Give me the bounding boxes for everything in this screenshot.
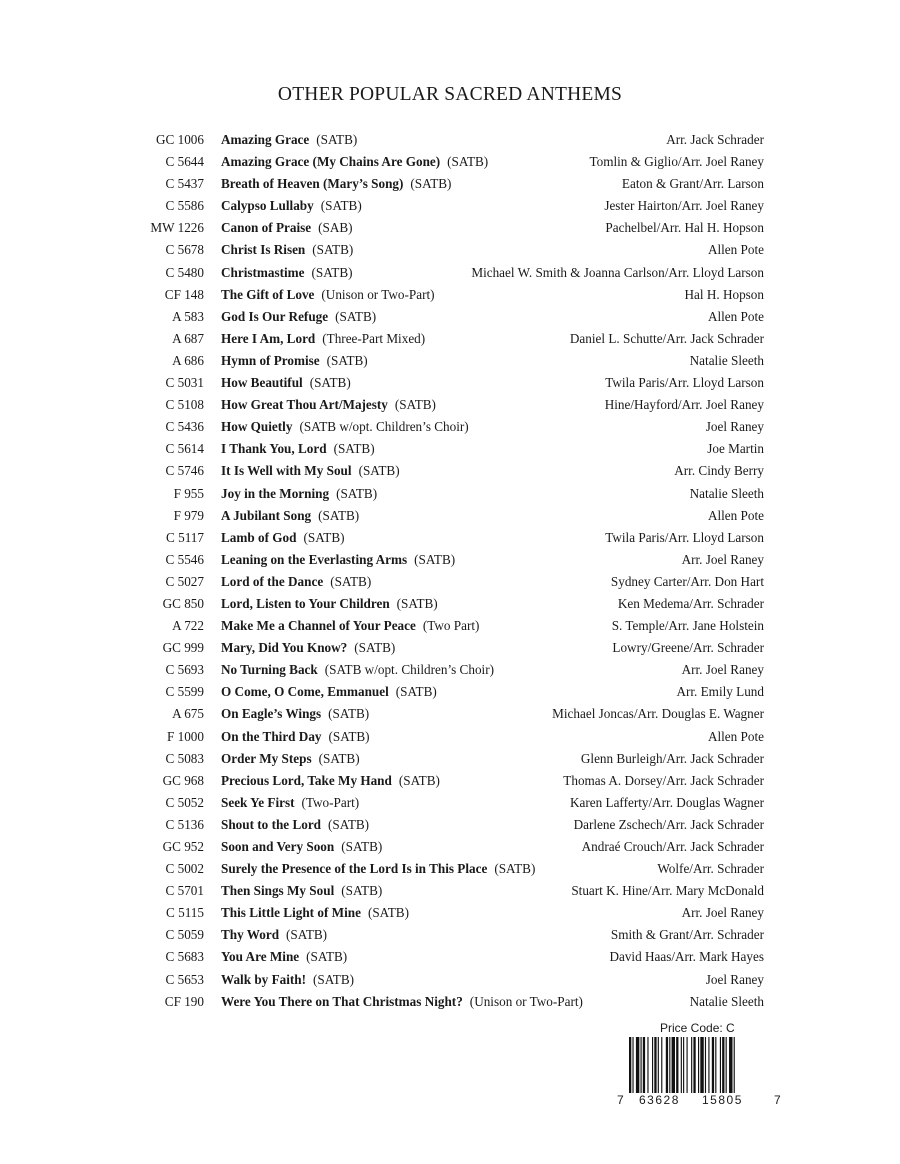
voicing: (SATB)	[306, 949, 348, 965]
anthem-entry	[221, 372, 351, 394]
composer-credit: Ken Medema/Arr. Schrader	[617, 595, 764, 611]
composer-credit: Allen Pote	[707, 507, 764, 523]
anthem-row	[0, 527, 900, 549]
barcode-trail-digit: 7	[774, 1093, 781, 1107]
anthem-row	[0, 792, 900, 814]
catalog-code: A 687	[172, 330, 204, 346]
anthem-title: Order My Steps	[221, 750, 312, 766]
barcode-bar	[700, 1037, 703, 1093]
anthem-title: God Is Our Refuge	[221, 308, 329, 324]
composer-credit: Twila Paris/Arr. Lloyd Larson	[605, 529, 764, 545]
barcode-bar	[654, 1037, 656, 1093]
voicing: (SATB)	[328, 706, 370, 722]
anthem-entry	[221, 505, 359, 527]
anthem-title: On the Third Day	[221, 728, 322, 744]
voicing: (SATB)	[318, 750, 360, 766]
barcode-bar	[712, 1037, 714, 1093]
anthem-title: It Is Well with My Soul	[221, 463, 352, 479]
anthem-entry	[221, 924, 327, 946]
composer-credit: Twila Paris/Arr. Lloyd Larson	[605, 375, 764, 391]
barcode-right-digits: 15805	[702, 1093, 743, 1107]
barcode-bar	[734, 1037, 735, 1093]
catalog-code: C 5027	[165, 573, 204, 589]
anthem-row	[0, 195, 900, 217]
anthem-entry	[221, 659, 494, 681]
anthem-entry	[221, 195, 362, 217]
composer-credit: Jester Hairton/Arr. Joel Raney	[604, 198, 764, 214]
barcode-bar	[629, 1037, 631, 1093]
anthem-row	[0, 129, 900, 151]
anthem-title: Lamb of God	[221, 529, 297, 545]
anthem-entry	[221, 726, 370, 748]
catalog-code: GC 1006	[156, 132, 204, 147]
anthem-title: Surely the Presence of the Lord Is in This Place	[221, 861, 488, 877]
catalog-code: C 5002	[165, 861, 204, 877]
barcode-bar	[722, 1037, 724, 1093]
voicing: (SATB)	[367, 905, 409, 921]
anthem-entry	[221, 681, 437, 703]
anthem-row	[0, 438, 900, 460]
voicing: (SATB)	[396, 595, 438, 611]
anthem-title: Then Sings My Soul	[221, 883, 335, 899]
voicing: (Three-Part Mixed)	[322, 330, 426, 346]
barcode-bar	[672, 1037, 675, 1093]
anthem-entry	[221, 902, 409, 924]
anthem-entry	[221, 262, 353, 284]
voicing: (SATB)	[330, 573, 372, 589]
catalog-code: A 675	[172, 706, 204, 722]
composer-credit: Daniel L. Schutte/Arr. Jack Schrader	[569, 330, 764, 346]
anthem-row	[0, 372, 900, 394]
anthem-entry	[221, 637, 395, 659]
anthem-row	[0, 748, 900, 770]
voicing: (SATB)	[328, 816, 370, 832]
anthem-title: Thy Word	[221, 927, 280, 943]
catalog-code: F 955	[173, 485, 204, 501]
anthem-title: On Eagle’s Wings	[221, 706, 322, 722]
anthem-title: Christ Is Risen	[221, 242, 306, 258]
anthem-entry	[221, 527, 345, 549]
barcode-bar	[720, 1037, 721, 1093]
catalog-code: C 5693	[165, 662, 204, 678]
catalog-code: GC 850	[162, 595, 204, 611]
anthem-row	[0, 991, 900, 1013]
voicing: (SATB)	[395, 684, 437, 700]
catalog-code: C 5586	[165, 198, 204, 214]
composer-credit: Smith & Grant/Arr. Schrader	[610, 927, 764, 943]
barcode-bar	[652, 1037, 653, 1093]
catalog-code: A 722	[172, 618, 204, 634]
anthem-row	[0, 615, 900, 637]
anthem-row	[0, 946, 900, 968]
barcode-bar	[658, 1037, 659, 1093]
anthem-title: A Jubilant Song	[221, 507, 312, 523]
barcode-bar	[708, 1037, 709, 1093]
anthem-title: Shout to the Lord	[221, 816, 322, 832]
catalog-code: C 5599	[165, 684, 204, 700]
anthem-title: Seek Ye First	[221, 794, 295, 810]
catalog-code: GC 999	[162, 640, 204, 656]
barcode-lead-digit: 7	[617, 1093, 624, 1107]
anthem-entry	[221, 836, 382, 858]
barcode-bar	[641, 1037, 642, 1093]
anthem-entry	[221, 217, 353, 239]
composer-credit: Lowry/Greene/Arr. Schrader	[612, 640, 764, 656]
voicing: (SATB)	[398, 772, 440, 788]
composer-credit: Pachelbel/Arr. Hal H. Hopson	[605, 220, 764, 236]
anthem-row	[0, 151, 900, 173]
composer-credit: David Haas/Arr. Mark Hayes	[609, 949, 764, 965]
barcode-bar	[632, 1037, 633, 1093]
page-title: OTHER POPULAR SACRED ANTHEMS	[277, 84, 623, 105]
voicing: (SATB)	[394, 397, 436, 413]
voicing: (SATB)	[311, 264, 353, 280]
composer-credit: Arr. Joel Raney	[681, 551, 764, 567]
catalog-code: C 5108	[165, 397, 204, 413]
catalog-code: C 5115	[166, 905, 204, 921]
anthem-row	[0, 394, 900, 416]
barcode-bar	[676, 1037, 678, 1093]
barcode-bar	[705, 1037, 706, 1093]
anthem-entry	[221, 129, 357, 151]
catalog-code: C 5746	[165, 463, 204, 479]
voicing: (SATB)	[312, 242, 354, 258]
voicing: (SATB)	[303, 529, 345, 545]
anthem-title: Were You There on That Christmas Night?	[221, 993, 463, 1009]
anthem-row	[0, 858, 900, 880]
anthem-title: How Great Thou Art/Majesty	[221, 397, 388, 413]
barcode-bar	[729, 1037, 732, 1093]
composer-credit: Arr. Emily Lund	[676, 684, 764, 700]
barcode-bar	[681, 1037, 682, 1093]
catalog-code: C 5031	[165, 375, 204, 391]
composer-credit: Hal H. Hopson	[684, 286, 764, 302]
anthem-title: This Little Light of Mine	[221, 905, 361, 921]
barcode-bar	[693, 1037, 695, 1093]
anthem-row	[0, 814, 900, 836]
anthem-title: Breath of Heaven (Mary’s Song)	[221, 176, 404, 192]
voicing: (SATB)	[410, 176, 452, 192]
catalog-code: C 5436	[165, 419, 204, 435]
anthem-row	[0, 328, 900, 350]
composer-credit: Darlene Zschech/Arr. Jack Schrader	[573, 816, 764, 832]
anthem-row	[0, 416, 900, 438]
catalog-code: C 5480	[165, 264, 204, 280]
voicing: (SATB)	[320, 198, 362, 214]
composer-credit: Joe Martin	[707, 441, 764, 457]
voicing: (SATB)	[333, 441, 375, 457]
anthem-row	[0, 880, 900, 902]
anthem-entry	[221, 239, 353, 261]
anthem-entry	[221, 770, 440, 792]
catalog-code: C 5653	[165, 971, 204, 987]
anthem-entry	[221, 173, 451, 195]
anthem-title: Leaning on the Everlasting Arms	[221, 551, 408, 567]
anthem-row	[0, 571, 900, 593]
anthem-row	[0, 173, 900, 195]
anthem-entry	[221, 483, 377, 505]
composer-credit: Sydney Carter/Arr. Don Hart	[610, 573, 764, 589]
anthem-entry	[221, 858, 535, 880]
voicing: (SATB)	[318, 507, 360, 523]
anthem-row	[0, 350, 900, 372]
anthem-entry	[221, 814, 369, 836]
catalog-code: C 5437	[165, 176, 204, 192]
catalog-code: C 5701	[165, 883, 204, 899]
anthem-entry	[221, 703, 369, 725]
voicing: (Unison or Two-Part)	[469, 993, 583, 1009]
voicing: (SATB)	[358, 463, 400, 479]
anthem-row	[0, 836, 900, 858]
voicing: (SATB)	[414, 551, 456, 567]
voicing: (SATB w/opt. Children’s Choir)	[324, 662, 494, 678]
anthem-row	[0, 659, 900, 681]
anthem-entry	[221, 748, 360, 770]
voicing: (SATB)	[326, 352, 368, 368]
anthem-entry	[221, 615, 479, 637]
anthem-entry	[221, 792, 359, 814]
anthem-title: Precious Lord, Take My Hand	[221, 772, 392, 788]
composer-credit: Stuart K. Hine/Arr. Mary McDonald	[571, 883, 764, 899]
barcode-bar	[698, 1037, 699, 1093]
anthem-row	[0, 306, 900, 328]
voicing: (SATB)	[328, 728, 370, 744]
voicing: (Two Part)	[422, 618, 480, 634]
voicing: (SATB w/opt. Children’s Choir)	[299, 419, 469, 435]
composer-credit: Allen Pote	[707, 242, 764, 258]
anthem-title: Christmastime	[221, 264, 305, 280]
voicing: (Two-Part)	[301, 794, 360, 810]
anthem-title: Lord of the Dance	[221, 573, 324, 589]
anthem-entry	[221, 969, 354, 991]
anthem-row	[0, 284, 900, 306]
anthem-entry	[221, 593, 438, 615]
anthem-title: Canon of Praise	[221, 220, 312, 236]
catalog-code: C 5546	[165, 551, 204, 567]
catalog-code: A 686	[172, 352, 204, 368]
barcode-bar	[666, 1037, 668, 1093]
catalog-code: C 5678	[165, 242, 204, 258]
catalog-code: C 5136	[165, 816, 204, 832]
catalog-code: C 5614	[165, 441, 204, 457]
barcode-bar	[647, 1037, 648, 1093]
voicing: (SATB)	[341, 883, 383, 899]
anthem-title: Amazing Grace (My Chains Are Gone)	[221, 154, 441, 170]
anthem-row	[0, 726, 900, 748]
composer-credit: Natalie Sleeth	[689, 993, 764, 1009]
barcode-bar	[687, 1037, 688, 1093]
catalog-code: C 5052	[165, 794, 204, 810]
anthem-entry	[221, 306, 376, 328]
catalog-code: CF 190	[164, 993, 204, 1009]
voicing: (SATB)	[335, 308, 377, 324]
composer-credit: Glenn Burleigh/Arr. Jack Schrader	[580, 750, 764, 766]
anthem-entry	[221, 394, 436, 416]
voicing: (SATB)	[286, 927, 328, 943]
anthem-title: You Are Mine	[221, 949, 300, 965]
anthem-entry	[221, 350, 368, 372]
barcode-bar	[726, 1037, 727, 1093]
anthem-title: Walk by Faith!	[221, 971, 307, 987]
anthem-row	[0, 770, 900, 792]
catalog-code: MW 1226	[150, 220, 204, 236]
voicing: (SATB)	[447, 154, 489, 170]
barcode-left-digits: 63628	[639, 1093, 680, 1107]
composer-credit: Natalie Sleeth	[689, 352, 764, 368]
barcode-bar	[636, 1037, 639, 1093]
composer-credit: Eaton & Grant/Arr. Larson	[621, 176, 764, 192]
composer-credit: Arr. Cindy Berry	[674, 463, 764, 479]
composer-credit: Hine/Hayford/Arr. Joel Raney	[604, 397, 764, 413]
anthem-title: The Gift of Love	[221, 286, 315, 302]
anthem-title: Here I Am, Lord	[221, 330, 316, 346]
catalog-code: C 5644	[165, 154, 204, 170]
voicing: (SATB)	[494, 861, 536, 877]
composer-credit: Allen Pote	[707, 308, 764, 324]
catalog-code: F 979	[173, 507, 204, 523]
composer-credit: Michael Joncas/Arr. Douglas E. Wagner	[552, 706, 764, 722]
composer-credit: S. Temple/Arr. Jane Holstein	[611, 618, 764, 634]
voicing: (Unison or Two-Part)	[321, 286, 435, 302]
catalog-code: CF 148	[164, 286, 204, 302]
catalog-code: C 5117	[166, 529, 204, 545]
catalog-code: F 1000	[166, 728, 204, 744]
voicing: (SATB)	[309, 375, 351, 391]
barcode-bar	[683, 1037, 684, 1093]
composer-credit: Arr. Jack Schrader	[666, 132, 764, 147]
composer-credit: Andraé Crouch/Arr. Jack Schrader	[581, 839, 764, 854]
voicing: (SAB)	[318, 220, 353, 236]
composer-credit: Tomlin & Giglio/Arr. Joel Raney	[589, 154, 764, 170]
anthem-title: Calypso Lullaby	[221, 198, 314, 214]
catalog-code: C 5059	[165, 927, 204, 943]
anthem-list	[0, 129, 900, 1013]
anthem-entry	[221, 946, 347, 968]
catalog-code: GC 952	[162, 839, 204, 854]
anthem-row	[0, 681, 900, 703]
anthem-title: Mary, Did You Know?	[221, 640, 348, 656]
anthem-entry	[221, 549, 455, 571]
composer-credit: Allen Pote	[707, 728, 764, 744]
composer-credit: Joel Raney	[705, 971, 764, 987]
barcode-bar	[643, 1037, 645, 1093]
anthem-title: Amazing Grace	[221, 132, 310, 147]
anthem-title: Hymn of Promise	[221, 352, 320, 368]
composer-credit: Arr. Joel Raney	[681, 662, 764, 678]
anthem-row	[0, 217, 900, 239]
voicing: (SATB)	[313, 971, 355, 987]
anthem-title: Lord, Listen to Your Children	[221, 595, 390, 611]
catalog-code: GC 968	[162, 772, 204, 788]
voicing: (SATB)	[336, 485, 378, 501]
anthem-row	[0, 262, 900, 284]
anthem-entry	[221, 284, 435, 306]
anthem-entry	[221, 571, 371, 593]
anthem-row	[0, 593, 900, 615]
anthem-row	[0, 637, 900, 659]
catalog-code: C 5083	[165, 750, 204, 766]
anthem-entry	[221, 460, 400, 482]
anthem-title: How Beautiful	[221, 375, 303, 391]
composer-credit: Arr. Joel Raney	[681, 905, 764, 921]
composer-credit: Karen Lafferty/Arr. Douglas Wagner	[570, 794, 764, 810]
anthem-row	[0, 239, 900, 261]
composer-credit: Wolfe/Arr. Schrader	[657, 861, 764, 877]
barcode-bar	[691, 1037, 692, 1093]
anthem-entry	[221, 151, 488, 173]
anthem-row	[0, 902, 900, 924]
anthem-title: Joy in the Morning	[221, 485, 330, 501]
anthem-row	[0, 703, 900, 725]
composer-credit: Michael W. Smith & Joanna Carlson/Arr. Lloyd Larson	[471, 264, 764, 280]
barcode-bar	[661, 1037, 662, 1093]
anthem-row	[0, 483, 900, 505]
anthem-title: Soon and Very Soon	[221, 839, 335, 854]
anthem-entry	[221, 416, 469, 438]
anthem-title: Make Me a Channel of Your Peace	[221, 618, 416, 634]
barcode-bar	[715, 1037, 716, 1093]
composer-credit: Thomas A. Dorsey/Arr. Jack Schrader	[563, 772, 764, 788]
composer-credit: Joel Raney	[705, 419, 764, 435]
anthem-row	[0, 924, 900, 946]
anthem-title: O Come, O Come, Emmanuel	[221, 684, 389, 700]
voicing: (SATB)	[316, 132, 358, 147]
anthem-row	[0, 460, 900, 482]
anthem-entry	[221, 438, 375, 460]
anthem-title: How Quietly	[221, 419, 293, 435]
voicing: (SATB)	[354, 640, 396, 656]
catalog-code: C 5683	[165, 949, 204, 965]
catalog-code: A 583	[172, 308, 204, 324]
anthem-row	[0, 969, 900, 991]
anthem-title: I Thank You, Lord	[221, 441, 327, 457]
voicing: (SATB)	[341, 839, 383, 854]
composer-credit: Natalie Sleeth	[689, 485, 764, 501]
anthem-row	[0, 549, 900, 571]
anthem-entry	[221, 880, 382, 902]
barcode-bar	[669, 1037, 670, 1093]
anthem-entry	[221, 328, 425, 350]
price-code: Price Code: C	[660, 1021, 735, 1035]
anthem-title: No Turning Back	[221, 662, 318, 678]
anthem-entry	[221, 991, 583, 1013]
anthem-row	[0, 505, 900, 527]
